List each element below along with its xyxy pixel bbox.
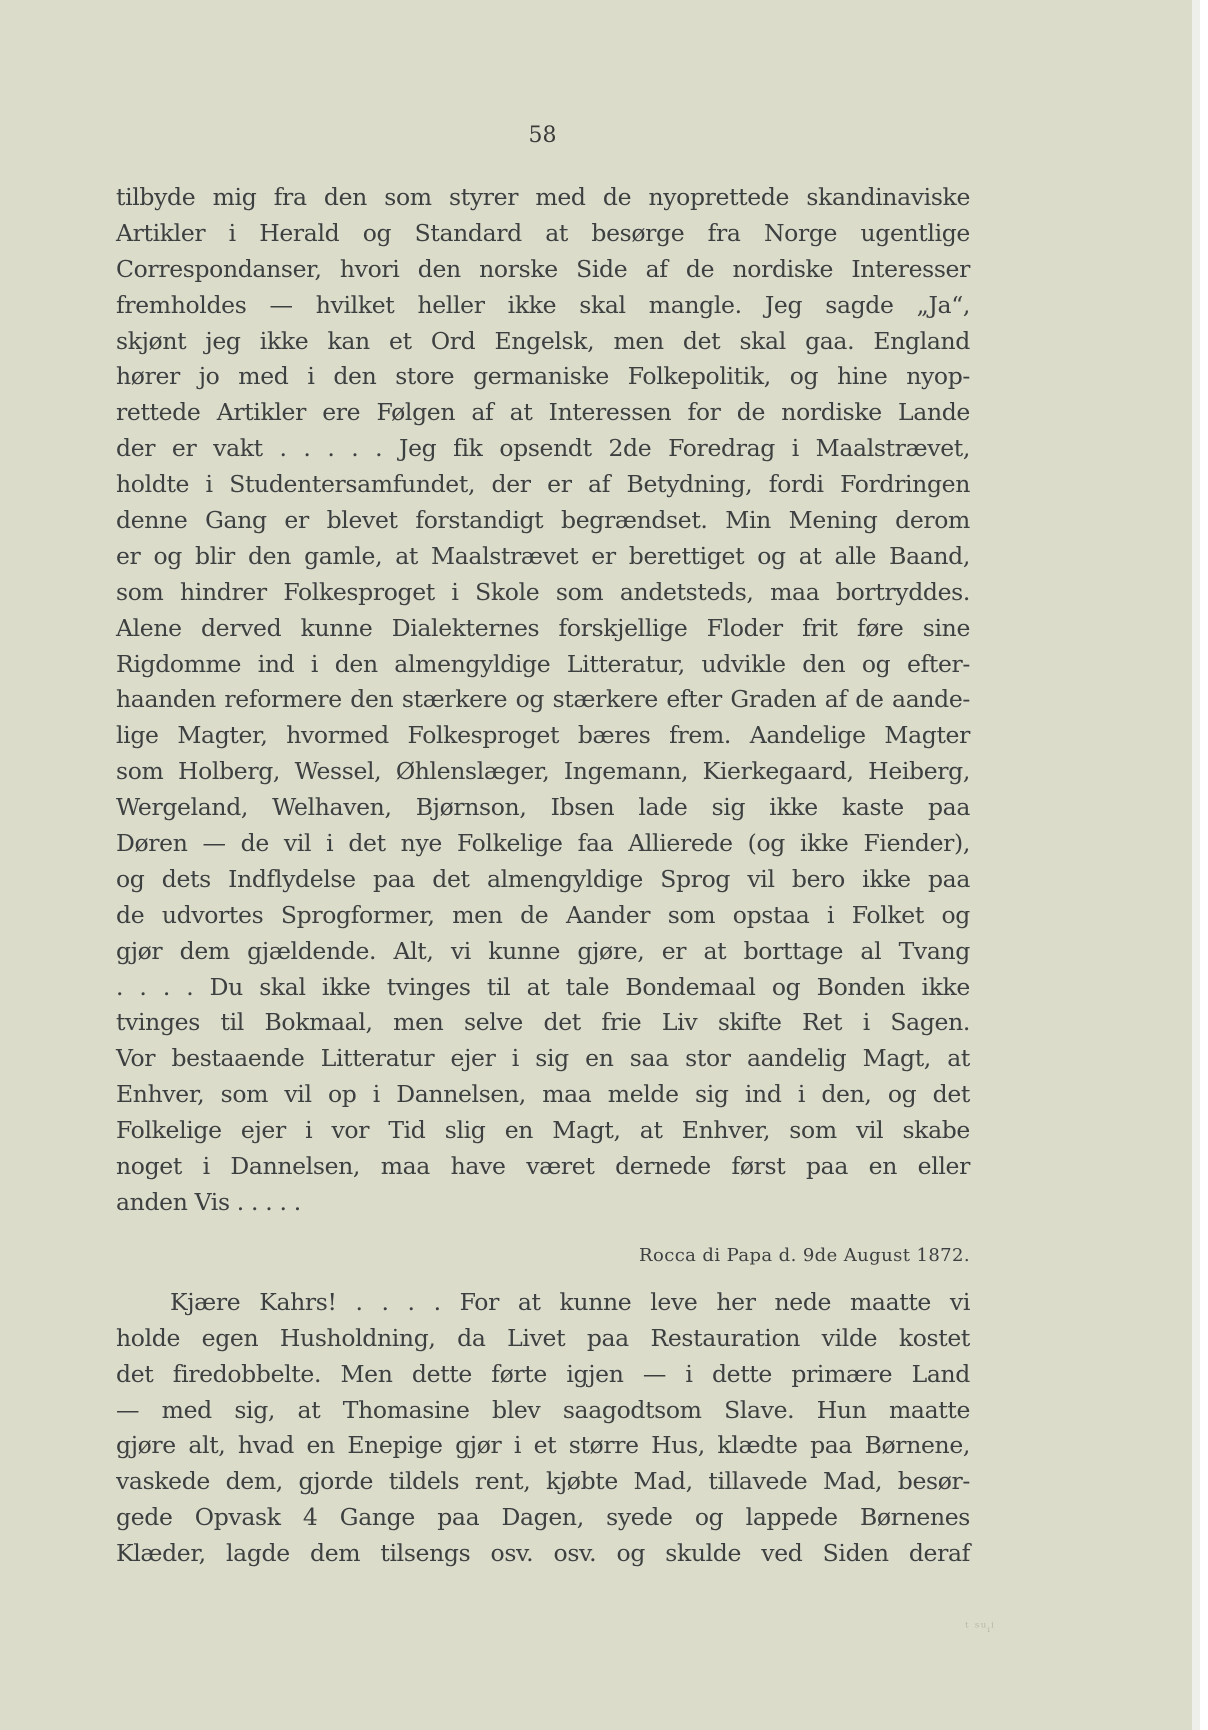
text-line: rettede Artikler ere Følgen af at Interessen for de nordiske Lande — [116, 398, 970, 427]
text-block — [116, 180, 970, 1572]
text-line: holde egen Husholdning, da Livet paa Restauration vilde kostet — [116, 1323, 970, 1352]
text-line: som hindrer Folkesproget i Skole som andetsteds, maa bortryddes. — [116, 577, 970, 606]
text-line: og dets Indflydelse paa det almengyldige Sprog vil bero ikke paa — [116, 864, 970, 893]
text-line: er og blir den gamle, at Maalstrævet er berettiget og at alle Baand, — [116, 541, 970, 570]
page-number: 58 — [528, 123, 557, 148]
text-line: Folkelige ejer i vor Tid slig en Magt, at Enhver, som vil skabe — [116, 1116, 970, 1145]
text-line: der er vakt . . . . . Jeg fik opsendt 2de Foredrag i Maalstrævet, — [116, 434, 970, 463]
text-line: Døren — de vil i det nye Folkelige faa Allierede (og ikke Fiender), — [116, 829, 970, 858]
text-line: — med sig, at Thomasine blev saagodtsom Slave. Hun maatte — [116, 1395, 970, 1424]
text-line: noget i Dannelsen, maa have været dernede først paa en eller — [116, 1152, 970, 1181]
text-line: det firedobbelte. Men dette førte igjen — i dette primære Land — [116, 1359, 970, 1388]
text-line: fremholdes — hvilket heller ikke skal mangle. Jeg sagde „Ja“, — [116, 290, 970, 319]
text-line: gjøre alt, hvad en Enepige gjør i et større Hus, klædte paa Børnene, — [116, 1431, 970, 1460]
text-line: Alene derved kunne Dialekternes forskjellige Floder frit føre sine — [116, 613, 970, 642]
text-line: lige Magter, hvormed Folkesproget bæres frem. Aandelige Magter — [116, 721, 970, 750]
text-line: vaskede dem, gjorde tildels rent, kjøbte Mad, tillavede Mad, besør- — [116, 1467, 970, 1496]
text-line: denne Gang er blevet forstandigt begrændset. Min Mening derom — [116, 506, 970, 535]
letter-dateline: Rocca di Papa d. 9de August 1872. — [639, 1244, 970, 1266]
text-line: som Holberg, Wessel, Øhlenslæger, Ingemann, Kierkegaard, Heiberg, — [116, 757, 970, 786]
margin-mark: ᵗ ˢᵘᵢⁱ — [965, 1620, 995, 1636]
text-line: Wergeland, Welhaven, Bjørnson, Ibsen lade sig ikke kaste paa — [116, 793, 970, 822]
text-line: Vor bestaaende Litteratur ejer i sig en saa stor aandelig Magt, at — [116, 1044, 970, 1073]
text-line: gjør dem gjældende. Alt, vi kunne gjøre, er at borttage al Tvang — [116, 936, 970, 965]
text-line: Enhver, som vil op i Dannelsen, maa melde sig ind i den, og det — [116, 1080, 970, 1109]
paragraph-2 — [116, 1285, 970, 1572]
text-line: tilbyde mig fra den som styrer med de nyoprettede skandinaviske — [116, 183, 970, 211]
text-line: Artikler i Herald og Standard at besørge fra Norge ugentlige — [116, 218, 970, 247]
text-line: skjønt jeg ikke kan et Ord Engelsk, men det skal gaa. England — [116, 326, 970, 355]
text-line: tvinges til Bokmaal, men selve det frie Liv skifte Ret i Sagen. — [116, 1008, 970, 1037]
paragraph-1 — [116, 180, 970, 1221]
text-line: hører jo med i den store germaniske Folkepolitik, og hine nyop- — [116, 362, 970, 391]
text-line: anden Vis . . . . . — [116, 1187, 301, 1216]
text-line: holdte i Studentersamfundet, der er af Betydning, fordi Fordringen — [116, 470, 970, 499]
text-line: gede Opvask 4 Gange paa Dagen, syede og lappede Børnenes — [116, 1503, 970, 1532]
text-line: haanden reformere den stærkere og stærkere efter Graden af de aande- — [116, 685, 970, 714]
text-line: de udvortes Sprogformer, men de Aander som opstaa i Folket og — [116, 900, 970, 929]
text-line: . . . . Du skal ikke tvinges til at tale Bondemaal og Bonden ikke — [116, 972, 970, 1001]
text-line: Correspondanser, hvori den norske Side af de nordiske Interesser — [116, 254, 970, 283]
text-line: Kjære Kahrs! . . . . For at kunne leve her nede maatte vi — [170, 1287, 970, 1316]
text-line: Rigdomme ind i den almengyldige Litteratur, udvikle den og efter- — [116, 649, 970, 678]
page-edge — [1192, 0, 1200, 1730]
text-line: Klæder, lagde dem tilsengs osv. osv. og skulde ved Siden deraf — [116, 1539, 970, 1568]
